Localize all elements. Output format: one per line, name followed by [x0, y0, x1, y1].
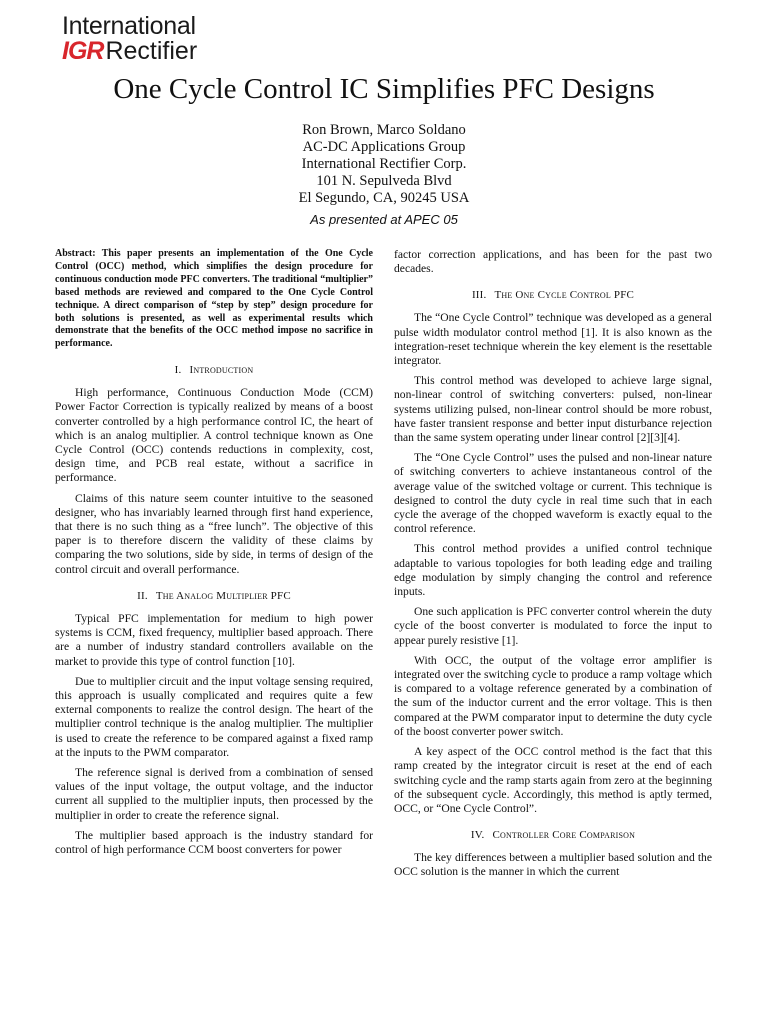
logo-text-rectifier: Rectifier: [105, 37, 198, 65]
paragraph: High performance, Continuous Conduction Mode (CCM) Power Factor Correction is typically realized by means of a boost converter controlled by a high performance control IC, the heart of which is an analog multiplier. A control technique known as One Cycle Control (OCC) contends reductions in complexity, cost, design time, and PCB real estate, without a sacrifice in performance.: [55, 386, 373, 485]
section-number: IV.: [470, 829, 485, 842]
author-block: [0, 122, 768, 207]
paragraph: This control method provides a unified control technique adaptable to various topologies for both leading edge and trailing edge modulation by simply changing the control and reference inputs.: [394, 542, 712, 599]
section-title: Controller Core Comparison: [492, 829, 636, 842]
section-heading-introduction: [55, 363, 373, 377]
paragraph: The multiplier based approach is the industry standard for control of high performance CCM boost converters for power: [55, 828, 373, 856]
author-names: Ron Brown, Marco Soldano: [302, 122, 466, 138]
paragraph: A key aspect of the OCC control method is the fact that this ramp created by the integrator circuit is reset at the end of each switching cycle and the ramp starts again from zero at the beginning of the subsequent cycle. Accordingly, this method is aptly termed, OCC, or “One Cycle Control”.: [394, 745, 712, 815]
section-title: The Analog Multiplier PFC: [155, 589, 291, 602]
paragraph: Claims of this nature seem counter intuitive to the seasoned designer, who has invariably learned through first hand experience, that there is no such thing as a “free lunch”. The objective of this paper is to therefore discern the validity of these claims by comparing the two solutions, side by side, in terms of design of the control circuit and overall performance.: [55, 491, 373, 576]
paper-title: One Cycle Control IC Simplifies PFC Designs: [113, 73, 655, 105]
section-number: III.: [471, 289, 487, 302]
paragraph: The “One Cycle Control” technique was developed as a general pulse width modulator control method [1]. It is also known as the integration-reset technique wherein the key element is the resettable integrator.: [394, 311, 712, 368]
logo-text-international: International: [62, 12, 196, 40]
author-street: 101 N. Sepulveda Blvd: [316, 173, 452, 189]
paragraph: The reference signal is derived from a combination of sensed values of the input voltage, the output voltage, and the inductor current all supplied to the multiplier inputs, then processed by the multiplier in order to create the reference signal.: [55, 765, 373, 822]
abstract: Abstract: This paper presents an implementation of the One Cycle Control (OCC) method, which simplifies the design procedure for continuous conduction mode PFC converters. The traditional “multiplier” based methods are reviewed and compared to the One Cycle Control technique. A direct comparison of “step by step” design procedure for both solutions is presented, as well as experimental results which demonstrate that the benefits of the OCC method impose no sacrifice in performance.: [55, 248, 373, 350]
left-column: [55, 248, 373, 863]
logo-mark-icon: IGR: [62, 37, 104, 65]
section-number: I.: [174, 364, 182, 377]
author-group: AC-DC Applications Group: [302, 139, 466, 155]
paragraph: This control method was developed to achieve large signal, non-linear control of switching converters: pulsed, non-linear systems utilizing pulsed, non-linear control should be more robust, have faster transient response and better input disturbance rejection than the same system operating under linear control [2][3][4].: [394, 374, 712, 445]
paragraph: With OCC, the output of the voltage error amplifier is integrated over the switching cycle to produce a ramp voltage which is compared to a voltage reference generated by a combination of the sum of the inductor current and the error voltage. This is then compared at the PWM comparator input to determine the duty cycle of the boost converter power switch.: [394, 653, 712, 738]
right-column: [394, 248, 712, 886]
section-number: II.: [137, 589, 148, 602]
paragraph: One such application is PFC converter control wherein the duty cycle of the boost converter is modulated to force the input to appear purely resistive [1].: [394, 605, 712, 647]
paragraph: The “One Cycle Control” uses the pulsed and non-linear nature of switching converters to achieve instantaneous control of the average value of the switched voltage or current. This technique is designed to control the duty cycle in real time such that in each cycle the average of the chopped waveform is exactly equal to the control reference.: [394, 451, 712, 536]
paragraph: Typical PFC implementation for medium to high power systems is CCM, fixed frequency, multiplier based approach. There are a number of industry standard controllers available on the market to provide this type of control function [10].: [55, 611, 373, 668]
paragraph-continued: factor correction applications, and has been for the past two decades.: [394, 248, 712, 276]
author-company: International Rectifier Corp.: [301, 156, 467, 172]
section-title: The One Cycle Control PFC: [494, 289, 635, 302]
section-heading-one-cycle-control: [394, 288, 712, 302]
logo-text-rectifier-row: [62, 39, 197, 64]
paragraph: The key differences between a multiplier based solution and the OCC solution is the manner in which the current: [394, 851, 712, 879]
section-title: Introduction: [189, 364, 254, 377]
company-logo: [62, 14, 197, 64]
author-city: El Segundo, CA, 90245 USA: [298, 190, 470, 206]
section-heading-analog-multiplier: [55, 589, 373, 603]
paragraph: Due to multiplier circuit and the input voltage sensing required, this approach is usually complicated and requires quite a few external components to realize the control design. The heart of the multiplier control technique is the analog multiplier. The multiplier is used to create the reference to be compared against a fixed ramp at the inputs to the PWM comparator.: [55, 674, 373, 759]
section-heading-controller-core: [394, 828, 712, 842]
presented-note: As presented at APEC 05: [310, 212, 458, 227]
